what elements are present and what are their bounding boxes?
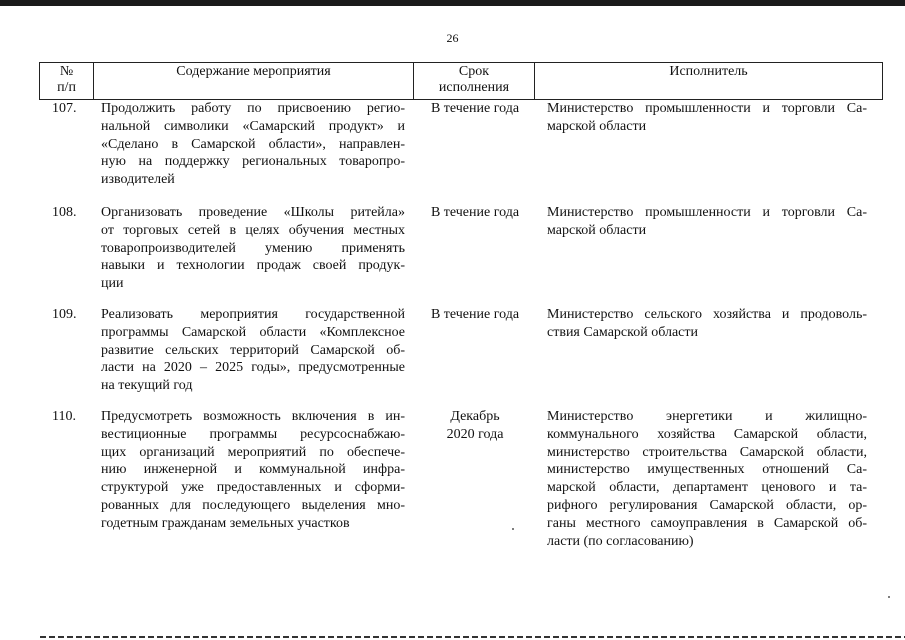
- executor-line: министерство строительства Самарской области,: [547, 444, 867, 460]
- row-content: [101, 408, 405, 533]
- header-term-line2: исполнения: [438, 80, 510, 95]
- header-executor: Исполнитель: [669, 64, 748, 79]
- header-num: [40, 64, 93, 96]
- content-line: «Сделано в Самарской области», направлен-: [101, 136, 405, 152]
- executor-line: министерство имущественных отношений Са-: [547, 462, 867, 478]
- header-num-abbr: п/п: [57, 80, 76, 95]
- row-content: [101, 100, 405, 189]
- content-line: от торговых сетей в целях обучения местных: [101, 222, 405, 238]
- header-content: Содержание мероприятия: [176, 64, 331, 79]
- row-content: [101, 204, 405, 293]
- scan-speck: [512, 528, 514, 530]
- content-line: программы Самарской области «Комплексное: [101, 324, 405, 340]
- header-term: [414, 64, 534, 96]
- scan-edge-top: [0, 0, 905, 6]
- content-line: развитие сельских территорий Самарской об-: [101, 342, 405, 358]
- content-line: вестиционные программы ресурсоснабжаю-: [101, 426, 405, 442]
- content-line: навыки и технологии продаж своей продук-: [101, 258, 405, 274]
- content-line: Реализовать мероприятия государственной: [101, 307, 405, 322]
- executor-line: ганы местного самоуправления в Самарской об-: [547, 515, 867, 531]
- content-line: нальной символики «Самарский продукт» и: [101, 118, 405, 134]
- row-content: [101, 306, 405, 395]
- row-number: 108.: [52, 205, 77, 220]
- content-line: ции: [101, 276, 124, 292]
- content-line: структурой уже предоставленных и сформи-: [101, 480, 405, 496]
- executor-line: марской области: [547, 118, 647, 134]
- term-line: В течение года: [430, 101, 520, 116]
- row-executor: [547, 100, 867, 136]
- content-line: рованных для последующего выделения мно-: [101, 497, 405, 513]
- executor-line: ствия Самарской области: [547, 324, 698, 340]
- content-line: нию инженерной и коммунальной инфра-: [101, 462, 405, 478]
- content-line: Организовать проведение «Школы ритейла»: [101, 205, 405, 220]
- row-number: 107.: [52, 101, 77, 116]
- executor-line: рифного регулирования Самарской области, ор-: [547, 497, 867, 513]
- table-right-border: [882, 62, 883, 100]
- content-line: ную на поддержку региональных товаропро-: [101, 154, 405, 170]
- row-term: [423, 306, 527, 324]
- term-line: В течение года: [430, 205, 520, 220]
- row-term: [423, 408, 527, 444]
- page-number: 26: [446, 31, 459, 45]
- executor-line: Министерство сельского хозяйства и продоволь-: [547, 307, 867, 322]
- row-executor: [547, 408, 867, 550]
- scan-edge-bottom: [40, 636, 905, 638]
- executor-line: ласти (по согласованию): [547, 533, 694, 549]
- content-line: ласти на 2020 – 2025 годы», предусмотренные: [101, 360, 405, 376]
- executor-line: марской области, департамент ценового и та-: [547, 480, 867, 496]
- content-line: изводителей: [101, 172, 175, 188]
- header-num-symbol: №: [59, 64, 74, 79]
- term-line: 2020 года: [446, 426, 504, 442]
- header-term-line1: Срок: [458, 64, 490, 79]
- row-number: 110.: [52, 409, 76, 424]
- executor-line: Министерство промышленности и торговли Са-: [547, 101, 867, 116]
- executor-line: Министерство энергетики и жилищно-: [547, 409, 867, 424]
- term-line: В течение года: [430, 307, 520, 322]
- content-line: на текущий год: [101, 378, 193, 394]
- content-line: Продолжить работу по присвоению регио-: [101, 101, 405, 116]
- row-term: [423, 100, 527, 118]
- executor-line: Министерство промышленности и торговли Са-: [547, 205, 867, 220]
- table-top-border: [39, 62, 883, 63]
- scan-speck: [888, 596, 890, 598]
- row-number: 109.: [52, 307, 77, 322]
- content-line: щих организаций мероприятий по обеспече-: [101, 444, 405, 460]
- executor-line: марской области: [547, 222, 647, 238]
- content-line: Предусмотреть возможность включения в ин-: [101, 409, 405, 424]
- content-line: годетным гражданам земельных участков: [101, 515, 350, 531]
- term-line: Декабрь: [450, 409, 500, 424]
- row-term: [423, 204, 527, 222]
- executor-line: коммунального хозяйства Самарской области,: [547, 426, 867, 442]
- content-line: товаропроизводителей умению применять: [101, 240, 405, 256]
- row-executor: [547, 204, 867, 240]
- row-executor: [547, 306, 867, 342]
